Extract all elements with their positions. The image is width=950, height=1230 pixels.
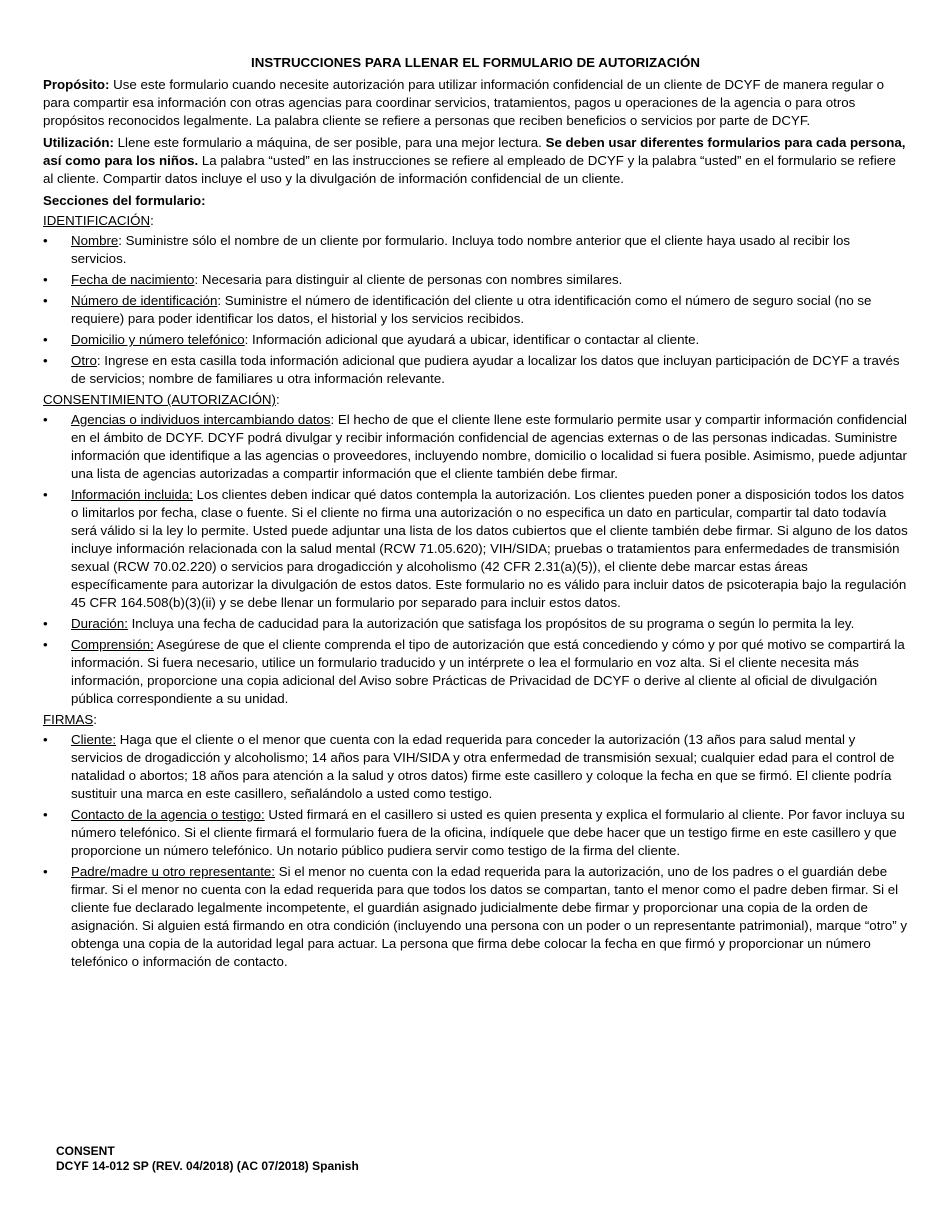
list-item: • Fecha de nacimiento: Necesaria para distinguir al cliente de personas con nombres similares. (43, 272, 623, 287)
footer-form-number: DCYF 14-012 SP (REV. 04/2018) (AC 07/2018) Spanish (56, 1159, 359, 1173)
list-item: • Duración: Incluya una fecha de caducidad para la autorización que satisfaga los propósitos de su programa o según lo permita la ley. (43, 616, 855, 631)
footer-consent: CONSENT (56, 1144, 115, 1158)
list-item: • Número de identificación: Suministre el número de identificación del cliente u otra identificación como el número de seguro social (no se requiere) para poder identificar los datos, el historial y los servicios recibidos. (43, 293, 872, 326)
usage-paragraph (43, 134, 908, 188)
purpose-text: Use este formulario cuando necesite autorización para utilizar información confidencial de un cliente de DCYF de manera regular o para compartir esa información con otras agencias para coordinar servicios, tratamientos, pagos u operaciones de la agencia o para otros propósitos reconocidos legalmente. La palabra cliente se refiere a personas que reciben beneficios o servicios por parte de DCYF. (43, 77, 885, 128)
list-item: • Comprensión: Asegúrese de que el cliente comprenda el tipo de autorización que está concediendo y cómo y por qué motivo se compartirá la información. Si fuera necesario, utilice un formulario traducido y un intérprete o lea el formulario en voz alta. Si el cliente necesita más información, proporcione una copia adicional del Aviso sobre Prácticas de Privacidad de DCYF o derive al cliente al oficial de divulgación pública correspondiente a su unidad. (43, 637, 905, 706)
list-item: • Agencias o individuos intercambiando datos: El hecho de que el cliente llene este formulario permite usar y compartir información confidencial en el ámbito de DCYF. DCYF podrá divulgar y recibir información confidencial de agencias externas o de las personas indicadas. Suministre información que identifique a las agencias o proveedores, incluyendo nombre, domicilio o localidad si fuera posible. Asimismo, puede adjuntar una lista de agencias autorizadas a compartir información que el cliente también debe firmar. (43, 412, 907, 481)
usage-text-1: Llene este formulario a máquina, de ser posible, para una mejor lectura. (113, 135, 546, 150)
list-item: • Cliente: Haga que el cliente o el menor que cuenta con la edad requerida para conceder la autorización (13 años para salud mental y servicios de drogadicción y alcoholismo; 14 años para VIH/SIDA y otra enfermedad de transmisión sexual; cualquier edad para el control de natalidad o abortos; 18 años para atención a la salud y otros datos) firme este casillero y coloque la fecha en que se firmó. El cliente podría sustituir una marca en este casillero, señalándolo a usted como testigo. (43, 732, 895, 801)
purpose-label: Propósito: (43, 77, 110, 92)
section-heading: FIRMAS: (43, 712, 97, 727)
list-item: • Nombre: Suministre sólo el nombre de un cliente por formulario. Incluya todo nombre anterior que el cliente haya usado al recibir los servicios. (43, 233, 851, 266)
section-heading: CONSENTIMIENTO (AUTORIZACIÓN): (43, 392, 280, 407)
section-list-consentimiento (43, 411, 908, 708)
list-item: • Otro: Ingrese en esta casilla toda información adicional que pudiera ayudar a localizar los datos que incluyan participación de DCYF a través de servicios; nombre de familiares u otra información relevante. (43, 353, 900, 386)
page-title: INSTRUCCIONES PARA LLENAR EL FORMULARIO DE AUTORIZACIÓN (251, 55, 700, 70)
section-heading: IDENTIFICACIÓN: (43, 213, 154, 228)
list-item: • Domicilio y número telefónico: Información adicional que ayudará a ubicar, identificar o contactar al cliente. (43, 332, 700, 347)
usage-text-2: La palabra “usted” en las instrucciones se refiere al empleado de DCYF y la palabra “usted” en el formulario se refiere al cliente. Compartir datos incluye el uso y la divulgación de información confidencial de un cliente. (43, 153, 896, 186)
list-item: • Información incluida: Los clientes deben indicar qué datos contempla la autorización. Los clientes pueden poner a disposición todos los datos o limitarlos por fecha, clase o fuente. Si el cliente no firma una autorización o no especifica un dato en particular, compartir tal dato todavía será válido si la ley lo permite. Usted puede adjuntar una lista de los datos cubiertos que el cliente también debe firmar. Si alguno de los datos incluye información relacionada con la salud mental (RCW 71.05.620); VIH/SIDA; pruebas o tratamientos para enfermedades de transmisión sexual (RCW 70.02.220) o servicios para drogadicción y alcoholismo (42 CFR 2.31(a)(5)), el cliente debe marcar estas áreas específicamente para autorizar la divulgación de estos datos. Este formulario no es válido para incluir datos de psicoterapia bajo la regulación 45 CFR 164.508(b)(3)(ii) y se debe llenar un formulario por separado para incluir estos datos. (43, 487, 908, 610)
usage-label: Utilización: (43, 135, 114, 150)
list-item: • Padre/madre u otro representante: Si el menor no cuenta con la edad requerida para la autorización, uno de los padres o el guardián debe firmar. Si el menor no cuenta con la edad requerida para que todos los datos se compartan, tanto el menor como el padre deben firmar. Si el cliente fue declarado legalmente incompetente, el guardián asignado judicialmente debe firmar y proporcionar una copia de la orden de asignación. Si alguien está firmando en otra condición (incluyendo una persona con un poder o un representante patrimonial), marque “otro” y obtenga una copia de la autoridad legal para actuar. La persona que firma debe colocar la fecha en que firmó y proporcionar un número telefónico o información de contacto. (43, 864, 907, 969)
usage-bold-text: Se deben usar diferentes formularios para cada persona, así como para los niños. (43, 135, 906, 168)
purpose-paragraph (43, 76, 908, 130)
section-list-identificacion (43, 232, 908, 388)
section-list-firmas (43, 731, 908, 971)
list-item: • Contacto de la agencia o testigo: Usted firmará en el casillero si usted es quien presenta y explica el formulario al cliente. Por favor incluya su número telefónico. Si el cliente firmará el formulario fuera de la oficina, indíquele que debe hacer que un testigo firme en este casillero y que proporcione un número telefónico. Un notario público pudiera servir como testigo de la firma del cliente. (43, 807, 905, 858)
instructions-page (43, 54, 908, 974)
sections-heading: Secciones del formulario: (43, 193, 206, 208)
form-footer (56, 1144, 359, 1174)
